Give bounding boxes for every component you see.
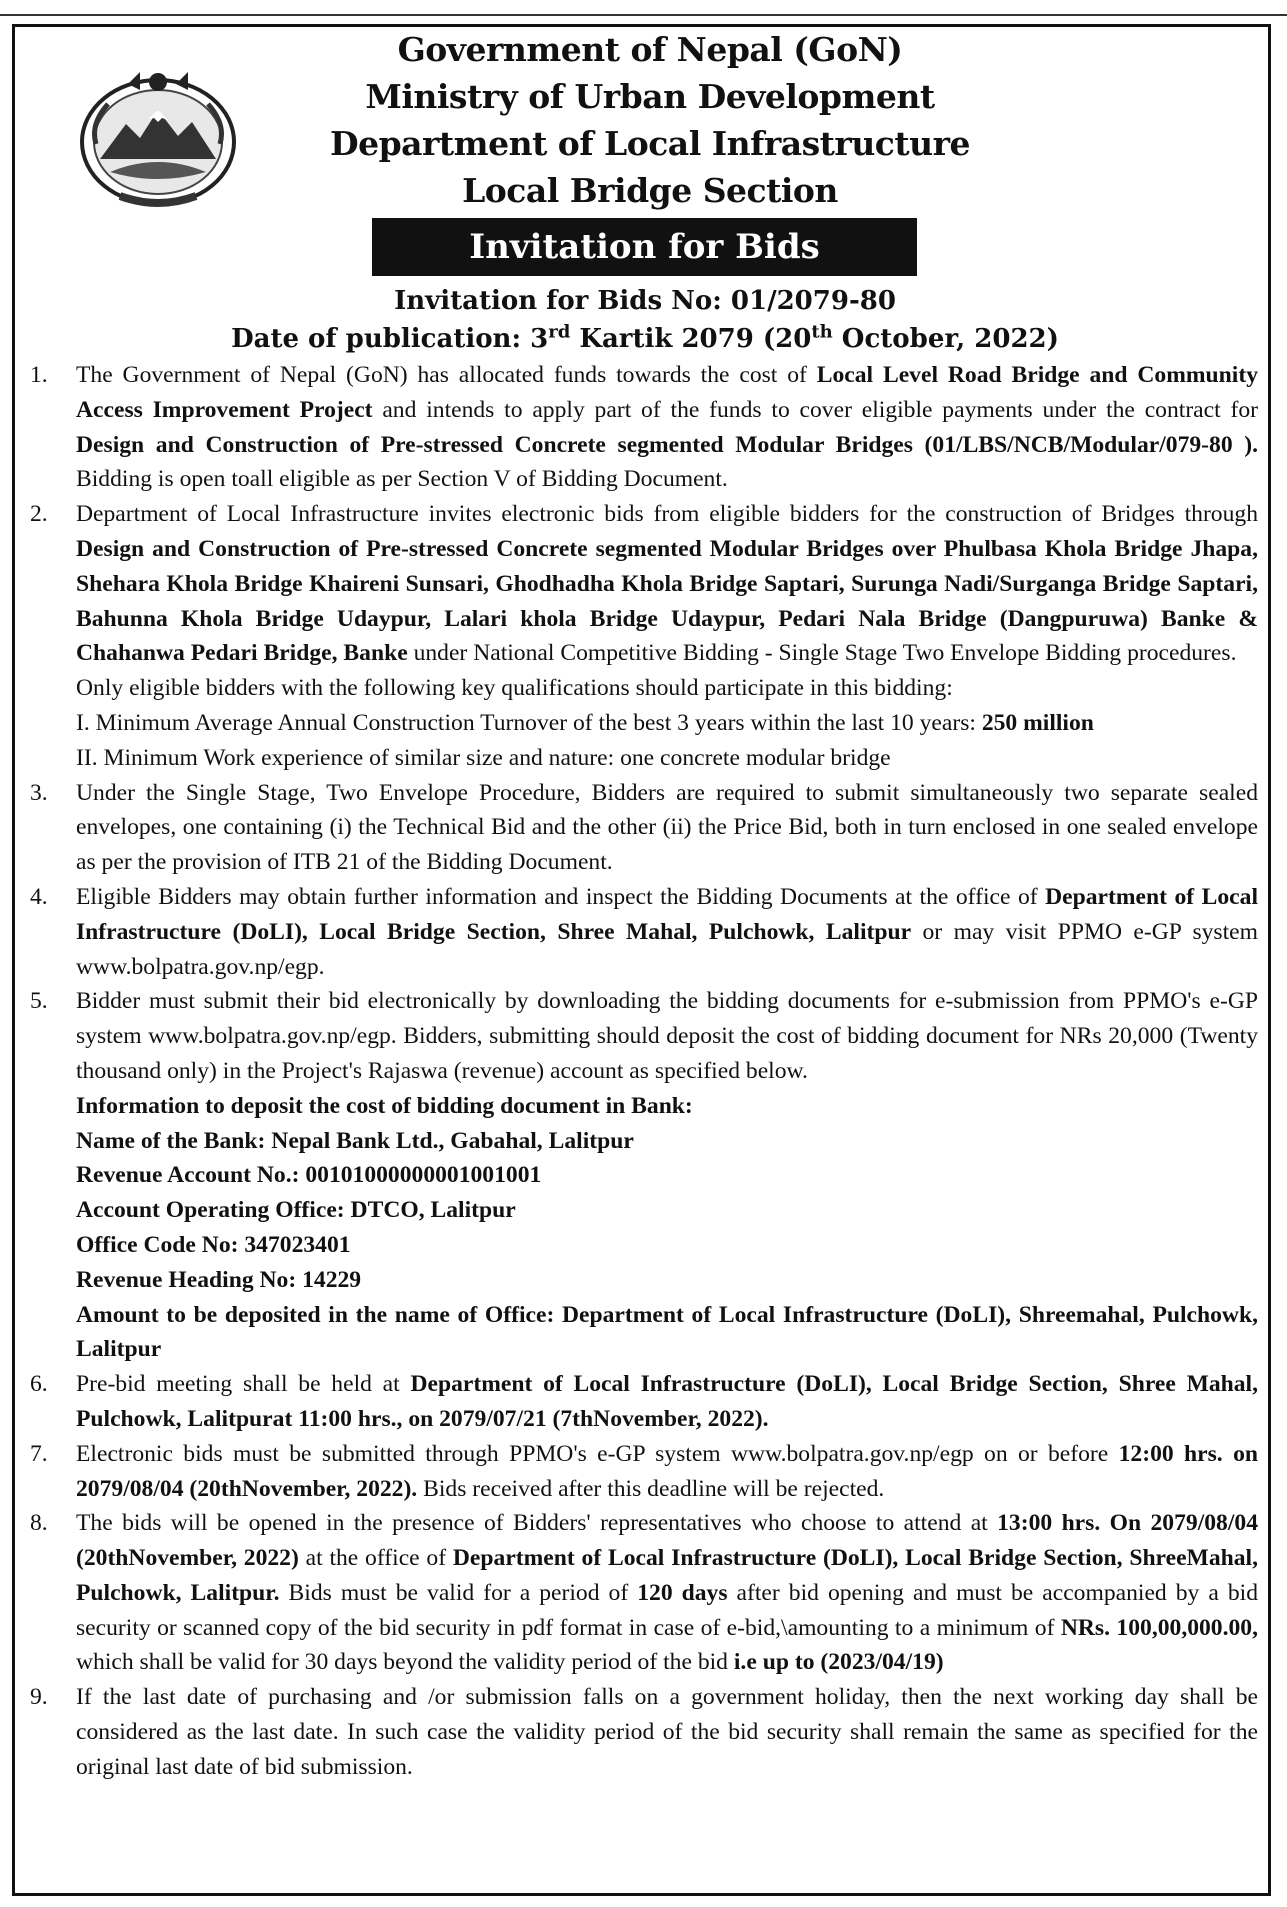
clause-3 (22, 776, 1258, 880)
qualification-text: I. Minimum Average Annual Construction Turnover of the best 3 years within the last 10 years: (76, 709, 982, 736)
header-ministry: Ministry of Urban Development (365, 77, 935, 116)
deposit-office: Amount to be deposited in the name of Office: Department of Local Infrastructure (DoLI), Shreemahal, Pulchowk, Lalitpur (76, 1301, 1258, 1363)
clause-text: Electronic bids must be submitted through PPMO's e-GP system www.bolpatra.gov.np/egp on or before (76, 1440, 1119, 1467)
project-name: Local Level Road Bridge and Community Access Improvement Project (76, 362, 1258, 423)
clause-text: Department of Local Infrastructure invites electronic bids from eligible bidders for the construction of Bridges through (76, 501, 1258, 528)
clause-9 (22, 1680, 1258, 1784)
clause-2 (22, 497, 1258, 775)
notice-body (22, 358, 1258, 1785)
clause-text: Under the Single Stage, Two Envelope Procedure, Bidders are required to submit simultaneously two separate sealed envelopes, one containing (i) the Technical Bid and the other (ii) the Price Bid, both in turn enclosed in one sealed envelope as per the provision of ITB 21 of the Bidding Document. (76, 779, 1258, 876)
clause-7 (22, 1437, 1258, 1507)
publication-prefix: Date of publication: 3 (231, 324, 549, 354)
clause-number: 4. (30, 883, 48, 910)
operating-office: Account Operating Office: DTCO, Lalitpur (76, 1197, 516, 1224)
top-rule (0, 14, 1287, 16)
nepal-government-emblem-icon (68, 64, 248, 214)
clause-text: Eligible Bidders may obtain further information and inspect the Bidding Documents at the office of (76, 883, 1046, 910)
publication-sup-th: th (811, 321, 833, 343)
header-section: Local Bridge Section (462, 171, 838, 210)
subheading (120, 282, 1170, 358)
clause-text: Bids received after this deadline will be rejected. (417, 1475, 885, 1502)
clause-number: 8. (30, 1510, 48, 1537)
clause-text: under National Competitive Bidding - Single Stage Two Envelope Bidding procedures. (407, 640, 1237, 667)
clause-1 (22, 358, 1258, 497)
clause-8 (22, 1506, 1258, 1680)
clause-text: after bid opening and must be accompanied by a bid security or scanned copy of the bid security in pdf format in case of e-bid,\amounting to a minimum of (76, 1579, 1258, 1641)
clause-text: Bidding is open toall eligible as per Section V of Bidding Document. (76, 466, 728, 493)
clause-number: 6. (30, 1371, 48, 1398)
qualification-intro: Only eligible bidders with the following key qualifications should participate in this bidding: (76, 675, 953, 702)
clause-text: The bids will be opened in the presence of Bidders' representatives who choose to attend at (76, 1510, 998, 1537)
clause-6 (22, 1367, 1258, 1437)
publication-suffix: October, 2022) (832, 324, 1059, 354)
submission-deadline: 12:00 hrs. on 2079/08/04 (20thNovember, 2022). (76, 1440, 1258, 1502)
publication-mid: Kartik 2079 (20 (570, 324, 812, 354)
bid-number: Invitation for Bids No: 01/2079-80 (394, 286, 896, 316)
publication-sup-rd: rd (548, 321, 571, 343)
revenue-account: Revenue Account No.: 00101000000001001001 (76, 1162, 542, 1189)
qualification-1 (76, 706, 1258, 741)
clause-number: 3. (30, 779, 48, 806)
clause-number: 9. (30, 1684, 48, 1711)
qualification-2: II. Minimum Work experience of similar size and nature: one concrete modular bridge (76, 744, 891, 771)
office-code: Office Code No: 347023401 (76, 1231, 351, 1258)
clause-text: Bidder must submit their bid electronically by downloading the bidding documents for e-submission from PPMO's e-GP system www.bolpatra.gov.np/egp. Bidders, submitting should deposit the cost of bidding document for NRs 20,000 (Twenty thousand only) in the Project's Rajaswa (revenue) account as specified below. (76, 988, 1258, 1084)
clause-number: 5. (30, 988, 48, 1015)
turnover-amount: 250 million (981, 709, 1094, 736)
clause-text: or may visit PPMO e-GP system www.bolpatra.gov.np/egp. (76, 918, 1258, 980)
publication-date (120, 320, 1170, 358)
revenue-heading: Revenue Heading No: 14229 (76, 1266, 362, 1293)
opening-office: Department of Local Infrastructure (DoLI), Local Bridge Section, ShreeMahal, Pulchowk, Lalitpur. (76, 1545, 1258, 1606)
clause-text: Bids must be valid for a period of (279, 1579, 638, 1606)
clause-4 (22, 880, 1258, 984)
header-government: Government of Nepal (GoN) (397, 30, 903, 69)
contract-name: Design and Construction of Pre-stressed Concrete segmented Modular Bridges (01/LBS/NCB/Modular/079-80 ). (76, 431, 1258, 458)
clause-number: 1. (30, 362, 48, 388)
opening-time: 13:00 hrs. On 2079/08/04 (20thNovember, 2022) (76, 1510, 1258, 1572)
clause-text: If the last date of purchasing and /or submission falls on a government holiday, then the next working day shall be considered as the last date. In such case the validity period of the bid security shall remain the same as specified for the original last date of bid submission. (76, 1684, 1258, 1780)
header-department: Department of Local Infrastructure (329, 124, 971, 163)
office-address: Department of Local Infrastructure (DoLI), Local Bridge Section, Shree Mahal, Pulchowk, Lalitpur (76, 883, 1259, 945)
security-validity-date: i.e up to (2023/04/19) (733, 1649, 944, 1676)
clause-number: 7. (30, 1440, 48, 1467)
clause-text: at the office of (298, 1545, 453, 1572)
invitation-title: Invitation for Bids (372, 218, 917, 276)
bank-name: Name of the Bank: Nepal Bank Ltd., Gabahal, Lalitpur (76, 1127, 634, 1154)
clause-5 (22, 984, 1258, 1367)
clause-text: The Government of Nepal (GoN) has allocated funds towards the cost of (76, 362, 817, 388)
prebid-meeting-details: Department of Local Infrastructure (DoLI), Local Bridge Section, Shree Mahal, Pulchowk, Lalitpurat 11:00 hrs., on 2079/07/21 (7thNovember, 2022). (76, 1371, 1259, 1432)
bid-security-amount: NRs. 100,00,000.00, (1060, 1614, 1258, 1641)
bridge-list: Design and Construction of Pre-stressed Concrete segmented Modular Bridges over Phulbasa Khola Bridge Jhapa, Shehara Khola Bridge Khaireni Sunsari, Ghodhadha Khola Bridge Saptari, Surunga Nadi/Surganga Bridge Saptari, Bahunna Khola Bridge Udaypur, Lalari khola Bridge Udaypur, Pedari Nala Bridge (Dangpuruwa) Banke & Chahanwa Pedari Bridge, Banke (76, 535, 1258, 667)
bank-info-heading: Information to deposit the cost of bidding document in Bank: (76, 1092, 693, 1119)
header (250, 26, 1050, 214)
clause-text: which shall be valid for 30 days beyond the validity period of the bid (76, 1649, 734, 1676)
clause-text: and intends to apply part of the funds to cover eligible payments under the contract for (372, 396, 1258, 423)
clause-text: Pre-bid meeting shall be held at (76, 1371, 411, 1398)
clause-number: 2. (30, 501, 48, 528)
validity-period: 120 days (637, 1579, 728, 1606)
